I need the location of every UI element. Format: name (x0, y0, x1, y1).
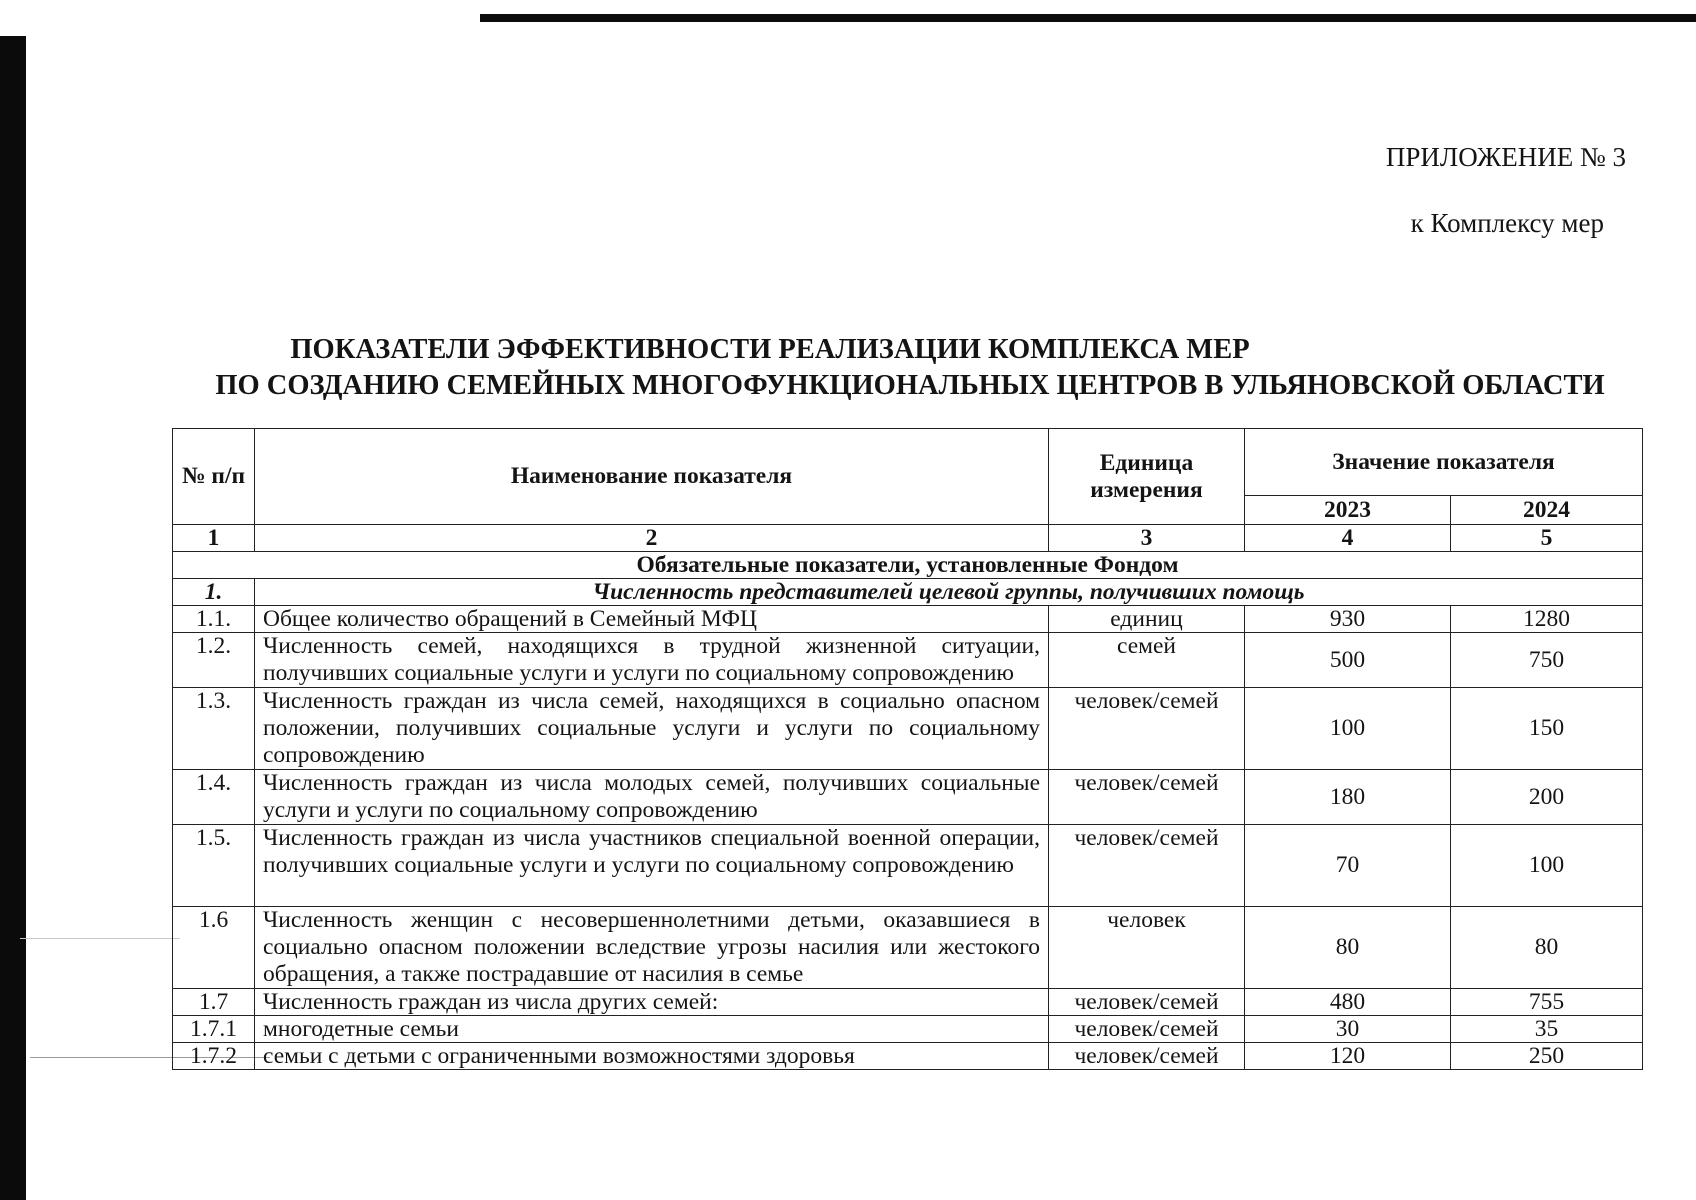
row-number: 1.7 (173, 989, 255, 1016)
header-row (173, 429, 1643, 496)
row-value-2024: 35 (1451, 1016, 1643, 1043)
scan-edge-top (480, 14, 1696, 22)
row-name: Численность граждан из числа молодых семей, получивших социальные услуги и услуги по социальному сопровождению (255, 770, 1049, 825)
header-unit: Единица измерения (1049, 429, 1245, 525)
row-value-2023: 100 (1245, 688, 1451, 770)
row-name: Численность женщин с несовершеннолетними детьми, оказавшиеся в социально опасном положении вследствие угрозы насилия или жестокого обращения, а также пострадавшие от насилия в семье (255, 907, 1049, 989)
row-value-2023: 480 (1245, 989, 1451, 1016)
row-unit: единиц (1049, 606, 1245, 633)
row-number: 1.5. (173, 825, 255, 907)
header-year-2023: 2023 (1245, 496, 1451, 525)
table-row (173, 606, 1643, 633)
table-row (173, 989, 1643, 1016)
indicators-table (172, 428, 1643, 1070)
row-name: Численность семей, находящихся в трудной жизненной ситуации, получивших социальные услуги и услуги по социальному сопровождению (255, 633, 1049, 688)
row-value-2023: 500 (1245, 633, 1451, 688)
appendix-subtitle: к Комплексу мер (1410, 208, 1604, 238)
document-title-line1: ПОКАЗАТЕЛИ ЭФФЕКТИВНОСТИ РЕАЛИЗАЦИИ КОМПЛЕКСА МЕР (290, 334, 1250, 365)
row-unit: семей (1049, 633, 1245, 688)
row-number: 1.6 (173, 907, 255, 989)
header-num: № п/п (173, 429, 255, 525)
row-unit: человек (1049, 907, 1245, 989)
row-number: 1.7.2 (173, 1043, 255, 1070)
group-row (173, 579, 1643, 606)
row-value-2024: 100 (1451, 825, 1643, 907)
table-row (173, 907, 1643, 989)
row-value-2023: 70 (1245, 825, 1451, 907)
document-title-line2: ПО СОЗДАНИЮ СЕМЕЙНЫХ МНОГОФУНКЦИОНАЛЬНЫХ ЦЕНТРОВ В УЛЬЯНОВСКОЙ ОБЛАСТИ (215, 370, 1605, 401)
scan-stray-line (20, 938, 180, 939)
row-value-2023: 930 (1245, 606, 1451, 633)
row-value-2024: 150 (1451, 688, 1643, 770)
row-value-2024: 1280 (1451, 606, 1643, 633)
section-row (173, 552, 1643, 579)
row-unit: человек/семей (1049, 1016, 1245, 1043)
row-number: 1.1. (173, 606, 255, 633)
row-value-2024: 750 (1451, 633, 1643, 688)
row-name: семьи с детьми с ограниченными возможностями здоровья (255, 1043, 1049, 1070)
row-value-2023: 120 (1245, 1043, 1451, 1070)
row-number: 1.4. (173, 770, 255, 825)
scan-edge-left (0, 36, 26, 1200)
row-value-2023: 180 (1245, 770, 1451, 825)
row-unit: человек/семей (1049, 989, 1245, 1016)
row-number: 1.3. (173, 688, 255, 770)
row-unit: человек/семей (1049, 770, 1245, 825)
group-title: Численность представителей целевой группы, получивших помощь (255, 579, 1643, 606)
row-number: 1.2. (173, 633, 255, 688)
column-numbers-row (173, 525, 1643, 552)
row-name: Численность граждан из числа других семей: (255, 989, 1049, 1016)
table-row (173, 688, 1643, 770)
row-value-2024: 200 (1451, 770, 1643, 825)
column-number: 4 (1245, 525, 1451, 552)
table-row (173, 1016, 1643, 1043)
row-unit: человек/семей (1049, 1043, 1245, 1070)
row-value-2024: 755 (1451, 989, 1643, 1016)
row-value-2023: 80 (1245, 907, 1451, 989)
row-name: Общее количество обращений в Семейный МФЦ (255, 606, 1049, 633)
row-name: Численность граждан из числа семей, находящихся в социально опасном положении, получивших социальные услуги и услуги по социальному сопровождению (255, 688, 1049, 770)
row-value-2024: 250 (1451, 1043, 1643, 1070)
appendix-label: ПРИЛОЖЕНИЕ № 3 (1385, 142, 1626, 172)
table-row (173, 770, 1643, 825)
header-name: Наименование показателя (255, 429, 1049, 525)
row-unit: человек/семей (1049, 825, 1245, 907)
section-title: Обязательные показатели, установленные Фондом (173, 552, 1643, 579)
table-row (173, 633, 1643, 688)
header-year-2024: 2024 (1451, 496, 1643, 525)
row-unit: человек/семей (1049, 688, 1245, 770)
table-row (173, 1043, 1643, 1070)
group-number: 1. (173, 579, 255, 606)
column-number: 3 (1049, 525, 1245, 552)
row-number: 1.7.1 (173, 1016, 255, 1043)
column-number: 5 (1451, 525, 1643, 552)
row-name: многодетные семьи (255, 1016, 1049, 1043)
row-name: Численность граждан из числа участников специальной военной операции, получивших социальные услуги и услуги по социальному сопровождению (255, 825, 1049, 907)
header-value: Значение показателя (1245, 429, 1643, 496)
row-value-2024: 80 (1451, 907, 1643, 989)
column-number: 1 (173, 525, 255, 552)
column-number: 2 (255, 525, 1049, 552)
row-value-2023: 30 (1245, 1016, 1451, 1043)
table-row (173, 825, 1643, 907)
